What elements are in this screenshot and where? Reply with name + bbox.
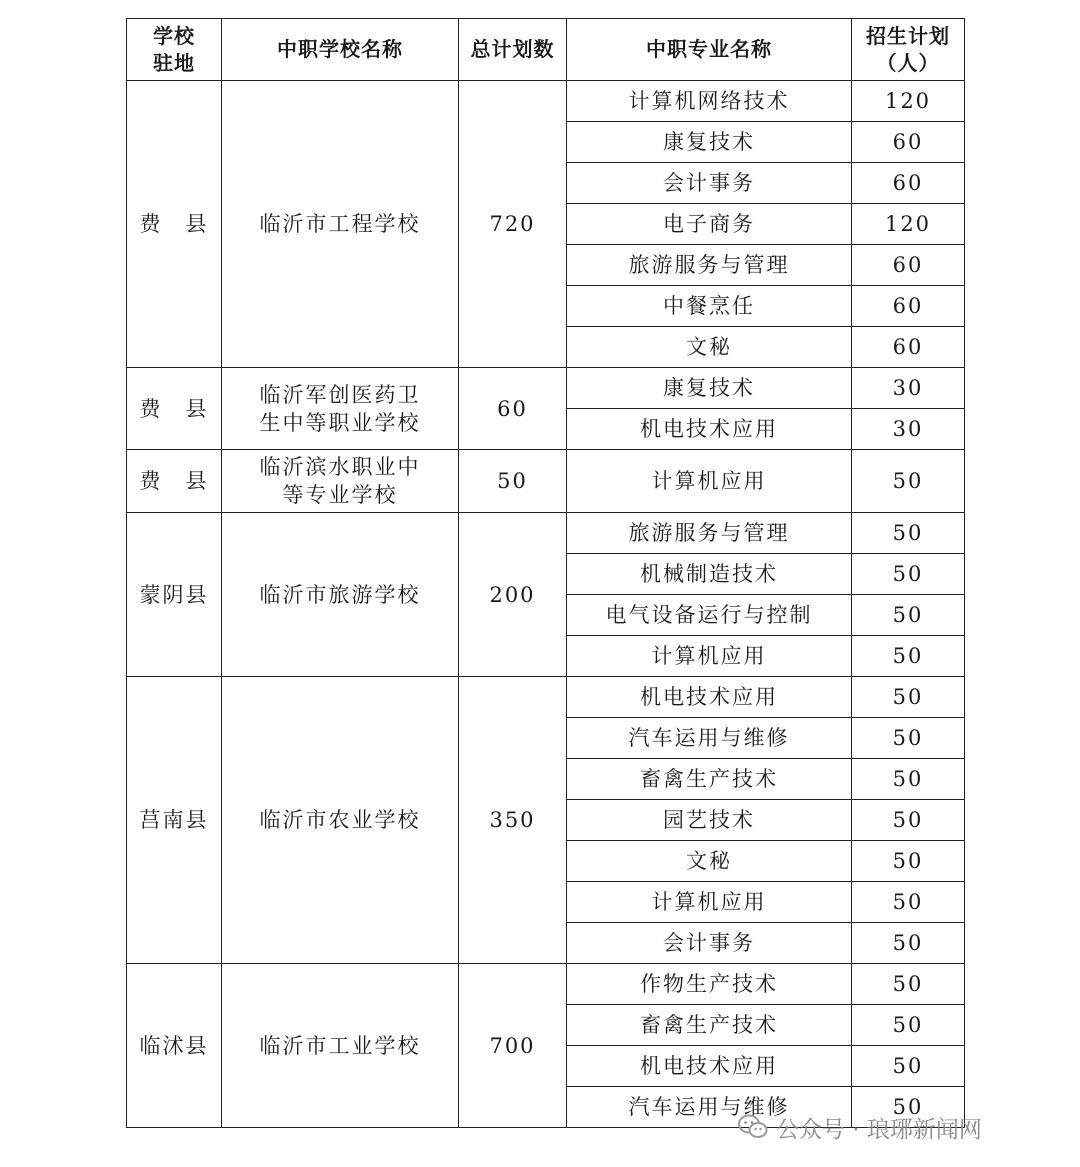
enrollment-plan-cell: 50 (852, 800, 965, 841)
table-row (127, 677, 965, 718)
enrollment-plan-cell: 30 (852, 368, 965, 409)
major-name-cell: 文秘 (567, 841, 852, 882)
major-name-cell: 文秘 (567, 327, 852, 368)
county-cell: 莒南县 (127, 677, 222, 964)
enrollment-plan-cell: 50 (852, 923, 965, 964)
enrollment-plan-cell: 120 (852, 204, 965, 245)
major-name-cell: 计算机应用 (567, 636, 852, 677)
major-name-cell: 机械制造技术 (567, 554, 852, 595)
table-row (127, 368, 965, 409)
major-name-cell: 作物生产技术 (567, 964, 852, 1005)
school-name-cell: 临沂军创医药卫生中等职业学校 (222, 368, 459, 450)
header-major: 中职专业名称 (567, 19, 852, 81)
enrollment-plan-cell: 50 (852, 636, 965, 677)
major-name-cell: 康复技术 (567, 122, 852, 163)
major-name-cell: 畜禽生产技术 (567, 759, 852, 800)
major-name-cell: 畜禽生产技术 (567, 1005, 852, 1046)
school-name-cell: 临沂滨水职业中等专业学校 (222, 450, 459, 513)
enrollment-plan-cell: 50 (852, 554, 965, 595)
header-school: 中职学校名称 (222, 19, 459, 81)
major-name-cell: 计算机网络技术 (567, 81, 852, 122)
major-name-cell: 会计事务 (567, 923, 852, 964)
school-name-cell: 临沂市农业学校 (222, 677, 459, 964)
enrollment-plan-cell: 60 (852, 245, 965, 286)
enrollment-plan-cell: 120 (852, 81, 965, 122)
county-cell: 费 县 (127, 368, 222, 450)
total-plan-cell: 700 (459, 964, 567, 1128)
table-row (127, 513, 965, 554)
enrollment-plan-cell: 60 (852, 286, 965, 327)
major-name-cell: 旅游服务与管理 (567, 513, 852, 554)
school-name-cell: 临沂市工程学校 (222, 81, 459, 368)
table-body (127, 81, 965, 1128)
total-plan-cell: 720 (459, 81, 567, 368)
header-row (127, 19, 965, 81)
county-cell: 临沭县 (127, 964, 222, 1128)
major-name-cell: 机电技术应用 (567, 1046, 852, 1087)
enrollment-plan-cell: 50 (852, 1005, 965, 1046)
school-name-cell: 临沂市工业学校 (222, 964, 459, 1128)
header-county: 学校 驻地 (127, 19, 222, 81)
total-plan-cell: 50 (459, 450, 567, 513)
enrollment-plan-cell: 50 (852, 513, 965, 554)
major-name-cell: 电气设备运行与控制 (567, 595, 852, 636)
major-name-cell: 会计事务 (567, 163, 852, 204)
major-name-cell: 旅游服务与管理 (567, 245, 852, 286)
enrollment-plan-cell: 50 (852, 1087, 965, 1128)
enrollment-plan-table (126, 18, 965, 1128)
county-cell: 费 县 (127, 81, 222, 368)
major-name-cell: 机电技术应用 (567, 677, 852, 718)
major-name-cell: 电子商务 (567, 204, 852, 245)
enrollment-plan-cell: 50 (852, 718, 965, 759)
table-row (127, 964, 965, 1005)
enrollment-plan-cell: 50 (852, 450, 965, 513)
watermark-text: 公众号 · 琅琊新闻网 (776, 1116, 982, 1143)
table-row (127, 81, 965, 122)
enrollment-plan-cell: 50 (852, 677, 965, 718)
header-total: 总计划数 (459, 19, 567, 81)
total-plan-cell: 60 (459, 368, 567, 450)
enrollment-plan-cell: 50 (852, 1046, 965, 1087)
major-name-cell: 计算机应用 (567, 882, 852, 923)
header-plan: 招生计划 （人） (852, 19, 965, 81)
major-name-cell: 汽车运用与维修 (567, 1087, 852, 1128)
major-name-cell: 中餐烹任 (567, 286, 852, 327)
wechat-icon (738, 1114, 768, 1140)
watermark (738, 1107, 982, 1147)
county-cell: 费 县 (127, 450, 222, 513)
enrollment-plan-cell: 50 (852, 882, 965, 923)
school-name-cell: 临沂市旅游学校 (222, 513, 459, 677)
major-name-cell: 计算机应用 (567, 450, 852, 513)
enrollment-plan-cell: 50 (852, 595, 965, 636)
county-cell: 蒙阴县 (127, 513, 222, 677)
total-plan-cell: 350 (459, 677, 567, 964)
enrollment-plan-cell: 60 (852, 163, 965, 204)
enrollment-plan-cell: 50 (852, 759, 965, 800)
enrollment-plan-cell: 50 (852, 841, 965, 882)
major-name-cell: 汽车运用与维修 (567, 718, 852, 759)
enrollment-plan-cell: 50 (852, 964, 965, 1005)
enrollment-plan-cell: 60 (852, 327, 965, 368)
major-name-cell: 机电技术应用 (567, 409, 852, 450)
major-name-cell: 康复技术 (567, 368, 852, 409)
enrollment-plan-cell: 30 (852, 409, 965, 450)
enrollment-plan-cell: 60 (852, 122, 965, 163)
major-name-cell: 园艺技术 (567, 800, 852, 841)
table-row (127, 450, 965, 513)
total-plan-cell: 200 (459, 513, 567, 677)
